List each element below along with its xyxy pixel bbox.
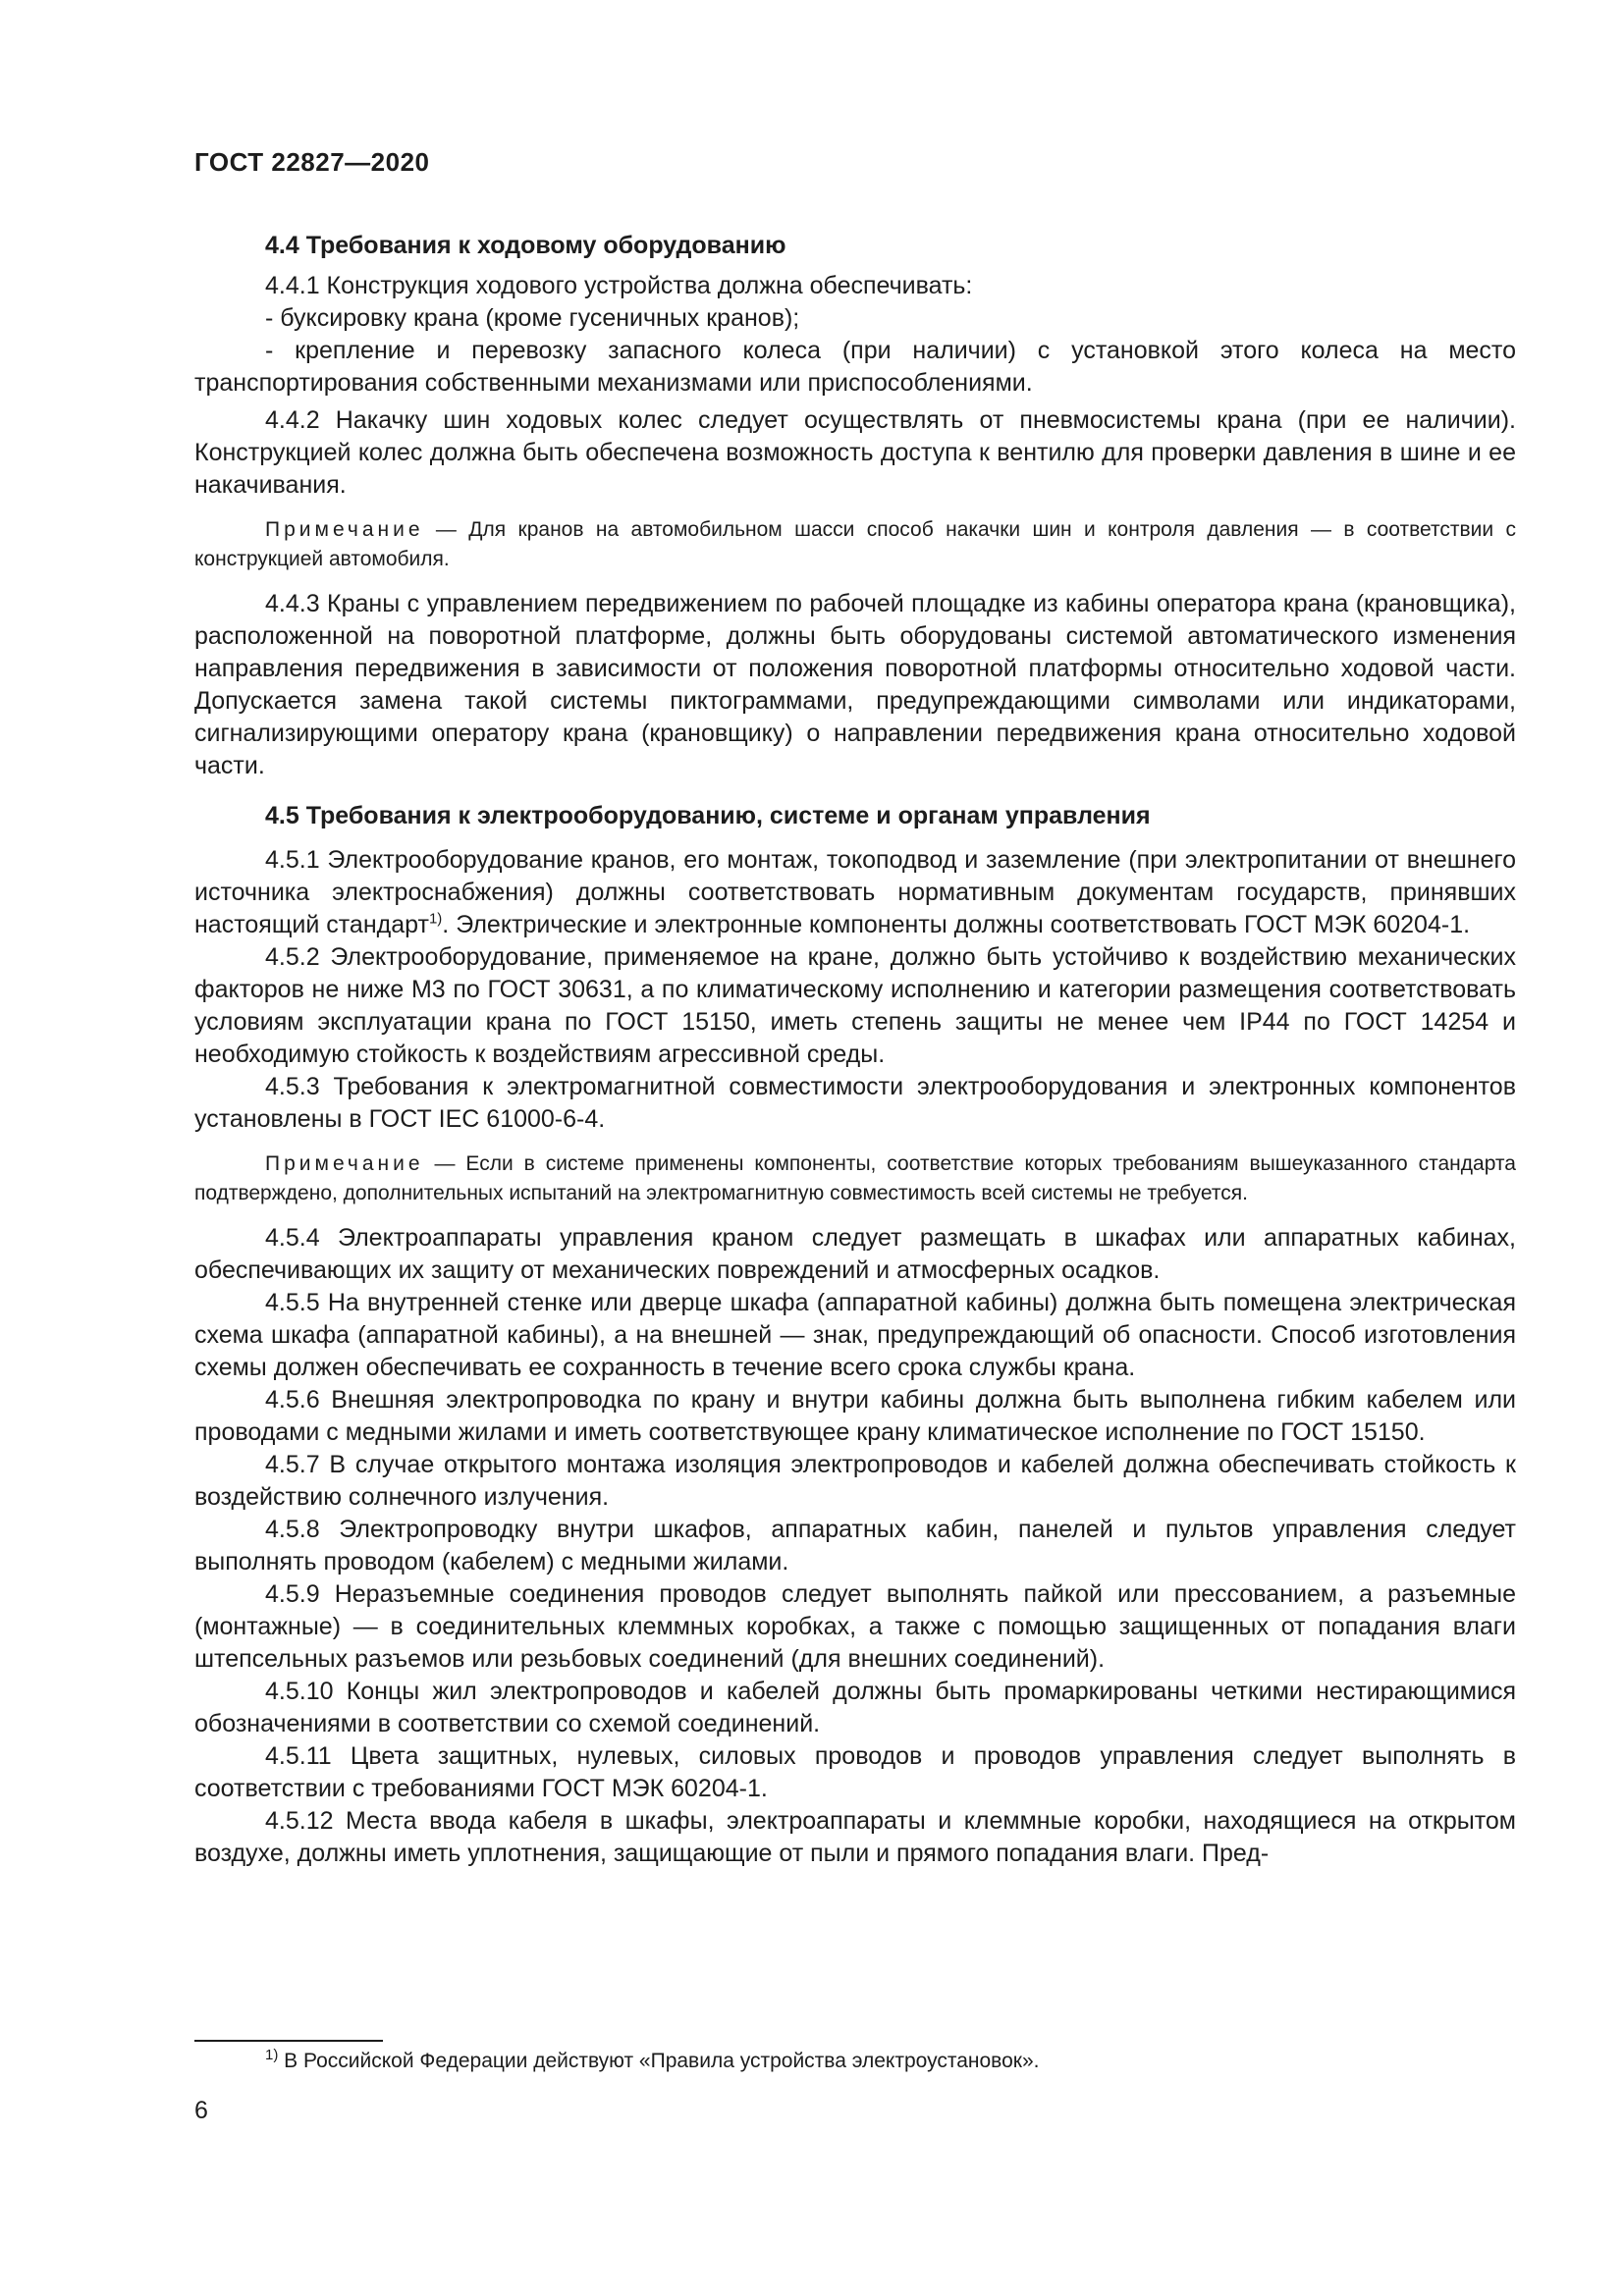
footnote-marker: 1) <box>265 2047 279 2063</box>
paragraph-4-5-7: 4.5.7 В случае открытого монтажа изоляция электропроводов и кабелей должна обеспечивать стойкость к воздействию солнечного излучения. <box>194 1451 1516 1511</box>
paragraph-4-5-10: 4.5.10 Концы жил электропроводов и кабелей должны быть промаркированы четкими нестирающимися обозначениями в соответствии со схемой соединений. <box>194 1678 1516 1737</box>
paragraph-4-5-1-part-a: 4.5.1 Электрооборудование кранов, его монтаж, токоподвод и заземление (при электропитании от внешнего источника электроснабжения) должны соответствовать нормативным документам государств, принявших настоящий стандарт <box>194 846 1516 938</box>
paragraph-4-5-5: 4.5.5 На внутренней стенке или дверце шкафа (аппаратной кабины) должна быть помещена электрическая схема шкафа (аппаратной кабины), а на внешней — знак, предупреждающий об опасности. Способ изготовления схемы должен обеспечивать ее сохранность в течение всего срока службы крана. <box>194 1289 1516 1381</box>
paragraph-4-5-12: 4.5.12 Места ввода кабеля в шкафы, электроаппараты и клеммные коробки, находящиеся на открытом воздухе, должны иметь уплотнения, защищающие от пыли и прямого попадания влаги. Пред- <box>194 1807 1516 1867</box>
note-tire-inflation <box>194 515 1516 574</box>
paragraph-4-5-4: 4.5.4 Электроаппараты управления краном следует размещать в шкафах или аппаратных кабинах, обеспечивающих их защиту от механических повреждений и атмосферных осадков. <box>194 1224 1516 1284</box>
note-emc-compatibility <box>194 1149 1516 1208</box>
paragraph-4-4-3: 4.4.3 Краны с управлением передвижением по рабочей площадке из кабины оператора крана (крановщика), расположенной на поворотной платформе, должны быть оборудованы системой автоматического изменения направления передвижения в зависимости от положения поворотной платформы относительно ходовой части. Допускается замена такой системы пиктограммами, предупреждающими символами или индикаторами, сигнализирующими оператору крана (крановщику) о направлении передвижения крана относительно ходовой части. <box>194 590 1516 779</box>
note-text: — Для кранов на автомобильном шасси способ накачки шин и контроля давления — в соответствии с конструкцией автомобиля. <box>194 518 1516 570</box>
footnote-text: В Российской Федерации действуют «Правила устройства электроустановок». <box>278 2050 1040 2072</box>
paragraph-4-4-2: 4.4.2 Накачку шин ходовых колес следует осуществлять от пневмосистемы крана (при ее наличии). Конструкцией колес должна быть обеспечена возможность доступа к вентилю для проверки давления в шине и ее накачивания. <box>194 406 1516 499</box>
list-item-towing: - буксировку крана (кроме гусеничных кранов); <box>265 304 800 332</box>
paragraph-4-5-1 <box>194 844 1516 941</box>
paragraph-4-5-2: 4.5.2 Электрооборудование, применяемое на кране, должно быть устойчиво к воздействию механических факторов не ниже М3 по ГОСТ 30631, а по климатическому исполнению и категории размещения соответствовать условиям эксплуатации крана по ГОСТ 15150, иметь степень защиты не менее чем IP44 по ГОСТ 14254 и необходимую стойкость к воздействиям агрессивной среды. <box>194 943 1516 1068</box>
document-body <box>194 230 1516 1870</box>
paragraph-4-5-11: 4.5.11 Цвета защитных, нулевых, силовых проводов и проводов управления следует выполнять в соответствии с требованиями ГОСТ МЭК 60204-1. <box>194 1742 1516 1802</box>
section-heading-4-5: 4.5 Требования к электрооборудованию, системе и органам управления <box>265 802 1151 829</box>
note-label: Примечание <box>265 1152 424 1175</box>
paragraph-4-5-3: 4.5.3 Требования к электромагнитной совместимости электрооборудования и электронных компонентов установлены в ГОСТ IEC 61000-6-4. <box>194 1073 1516 1133</box>
section-heading-4-4: 4.4 Требования к ходовому оборудованию <box>265 232 786 259</box>
paragraph-4-5-8: 4.5.8 Электропроводку внутри шкафов, аппаратных кабин, панелей и пультов управления следует выполнять проводом (кабелем) с медными жилами. <box>194 1516 1516 1575</box>
paragraph-4-5-1-part-b: . Электрические и электронные компоненты должны соответствовать ГОСТ МЭК 60204-1. <box>442 911 1471 938</box>
document-code-header: ГОСТ 22827—2020 <box>194 147 430 177</box>
list-item-spare-wheel: - крепление и перевозку запасного колеса (при наличии) с установкой этого колеса на место транспортирования собственными механизмами или приспособлениями. <box>194 337 1516 397</box>
footnote <box>265 2048 1040 2075</box>
footnote-reference: 1) <box>428 910 443 928</box>
page-number: 6 <box>194 2097 208 2124</box>
paragraph-4-5-9: 4.5.9 Неразъемные соединения проводов следует выполнять пайкой или прессованием, а разъемные (монтажные) — в соединительных клеммных коробках, а также с помощью защищенных от попадания влаги штепсельных разъемов или резьбовых соединений (для внешних соединений). <box>194 1580 1516 1673</box>
footnote-divider <box>194 2040 383 2042</box>
note-label: Примечание <box>265 518 424 541</box>
note-text: — Если в системе применены компоненты, соответствие которых требованиям вышеуказанного стандарта подтверждено, дополнительных испытаний на электромагнитную совместимость всей системы не требуется. <box>194 1152 1516 1204</box>
paragraph-4-5-6: 4.5.6 Внешняя электропроводка по крану и внутри кабины должна быть выполнена гибким кабелем или проводами с медными жилами и иметь соответствующее крану климатическое исполнение по ГОСТ 15150. <box>194 1386 1516 1446</box>
paragraph-4-4-1-intro: 4.4.1 Конструкция ходового устройства должна обеспечивать: <box>265 272 973 299</box>
